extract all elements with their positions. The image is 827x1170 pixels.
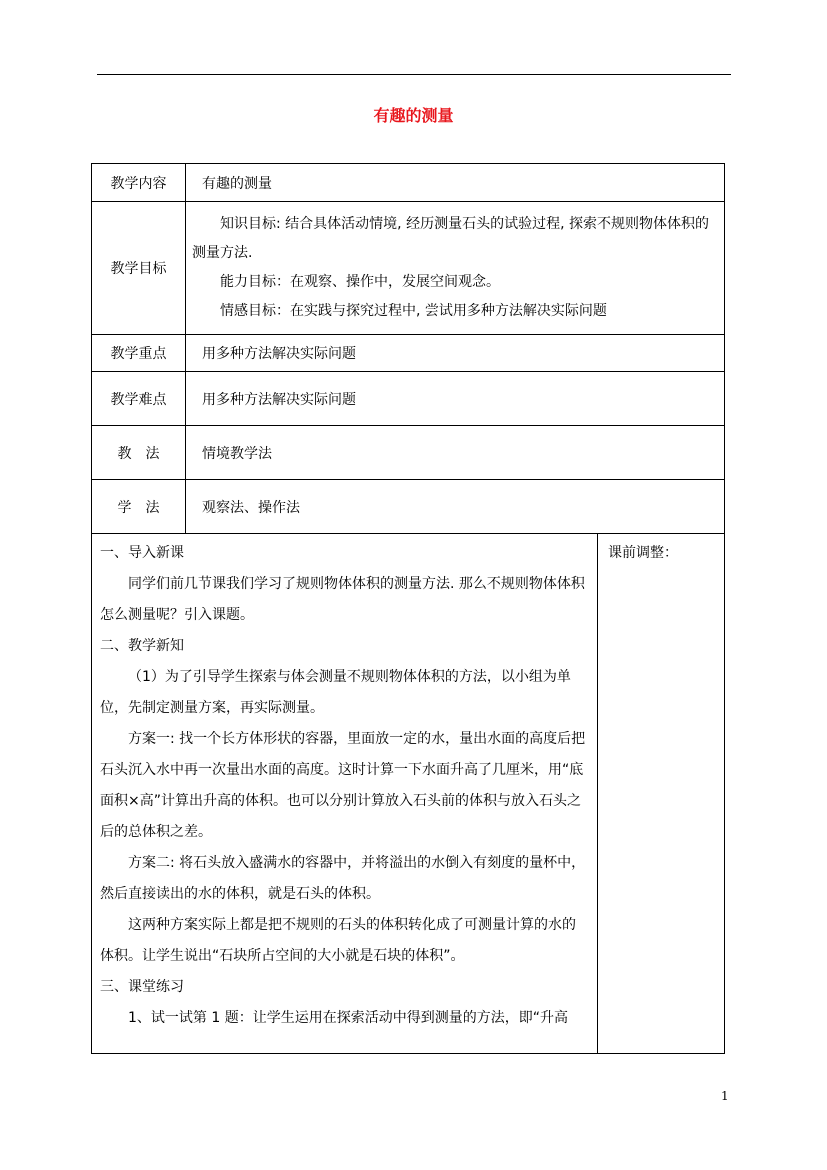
label-key: 教学重点 [92, 335, 186, 372]
row-process [92, 534, 725, 1054]
goal-knowledge: 知识目标: 结合具体活动情境, 经历测量石头的试验过程, 探索不规则物体体积的测量方法. [192, 216, 709, 261]
process-cell [92, 534, 598, 1054]
section-2-heading: 二、教学新知 [100, 638, 184, 654]
row-key [92, 335, 725, 372]
label-teaching-method: 教 法 [92, 426, 186, 480]
value-teaching-method: 情境教学法 [186, 426, 725, 480]
value-difficulty: 用多种方法解决实际问题 [186, 372, 725, 426]
row-learning-method [92, 480, 725, 534]
label-difficulty: 教学难点 [92, 372, 186, 426]
section-1-heading: 一、导入新课 [100, 545, 184, 561]
label-goals: 教学目标 [92, 202, 186, 335]
lesson-plan-table [91, 163, 725, 1054]
value-content: 有趣的测量 [186, 164, 725, 202]
value-key: 用多种方法解决实际问题 [186, 335, 725, 372]
label-content: 教学内容 [92, 164, 186, 202]
page-number: 1 [721, 1089, 729, 1103]
row-content [92, 164, 725, 202]
section-3-exercise-1: 1、试一试第 1 题：让学生运用在探索活动中得到测量的方法，即“升高 [128, 1010, 568, 1026]
side-note-cell: 课前调整： [598, 534, 725, 1054]
section-1-paragraph: 同学们前几节课我们学习了规则物体体积的测量方法. 那么不规则物体体积怎么测量呢？引入课题。 [100, 576, 585, 623]
goals-cell [186, 202, 725, 335]
page-title: 有趣的测量 [373, 106, 454, 125]
section-2-summary: 这两种方案实际上都是把不规则的石头的体积转化成了可测量计算的水的体积。让学生说出“石块所占空间的大小就是石块的体积”。 [100, 917, 576, 964]
row-teaching-method [92, 426, 725, 480]
header-rule [97, 74, 731, 75]
row-difficulty [92, 372, 725, 426]
value-learning-method: 观察法、操作法 [186, 480, 725, 534]
goal-ability: 能力目标：在观察、操作中，发展空间观念。 [220, 274, 500, 290]
row-goals [92, 202, 725, 335]
label-learning-method: 学 法 [92, 480, 186, 534]
section-3-heading: 三、课堂练习 [100, 979, 184, 995]
section-2-plan-2: 方案二: 将石头放入盛满水的容器中，并将溢出的水倒入有刻度的量杯中，然后直接读出的水的体积，就是石头的体积。 [100, 855, 586, 902]
section-2-paragraph-1: （1）为了引导学生探索与体会测量不规则物体体积的方法，以小组为单位，先制定测量方案，再实际测量。 [100, 669, 571, 716]
section-2-plan-1: 方案一: 找一个长方体形状的容器，里面放一定的水，量出水面的高度后把石头沉入水中再一次量出水面的高度。这时计算一下水面升高了几厘米，用“底面积×高”计算出升高的体积。也可以分别计算放入石头前的体积与放入石头之后的总体积之差。 [100, 731, 586, 840]
goal-emotion: 情感目标：在实践与探究过程中, 尝试用多种方法解决实际问题 [220, 303, 607, 319]
